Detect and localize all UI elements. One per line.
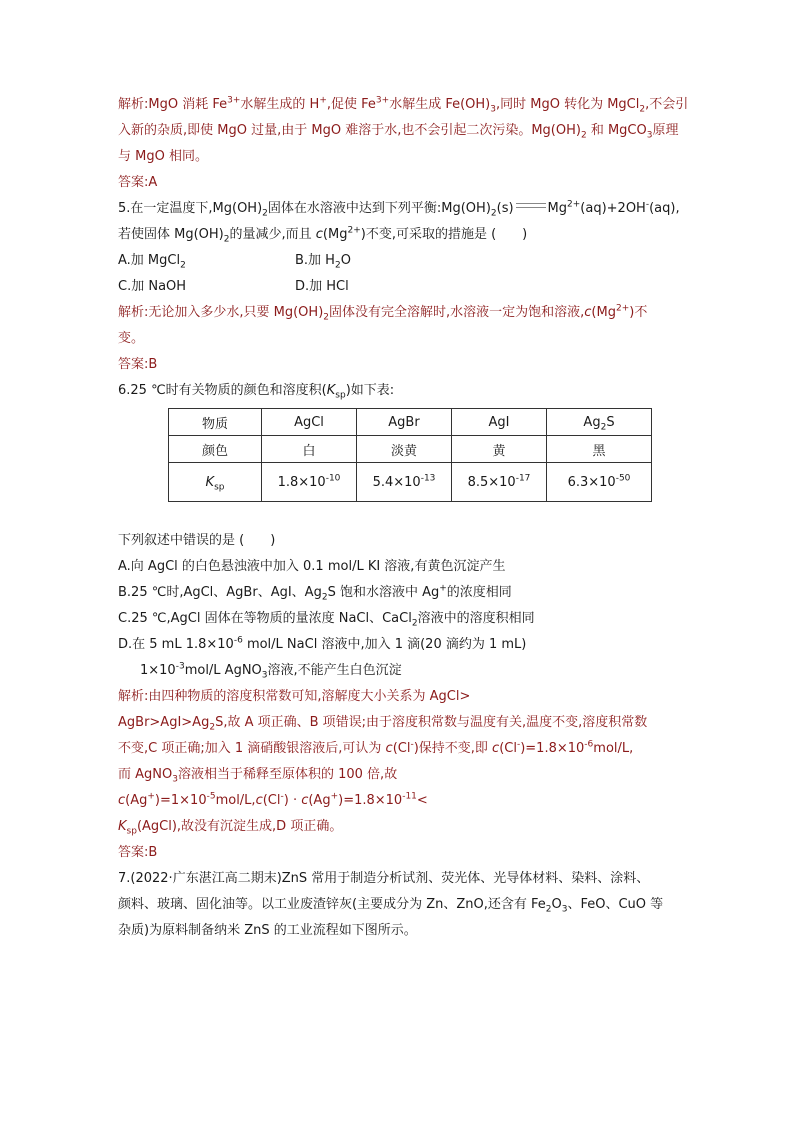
q5-option-b[interactable]: B.加 $H_2O$	[295, 253, 351, 271]
table-cell: 白	[262, 436, 357, 463]
q5-option-d[interactable]: D.加 HCl	[295, 279, 349, 294]
table-row	[169, 436, 652, 463]
ksp-table	[168, 408, 652, 502]
q5-answer: 答案:B	[118, 357, 158, 372]
q7-stem-line-1: 7.(2022·广东湛江高二期末)ZnS 常用于制造分析试剂、荧光体、光导体材料、染料、涂料、	[118, 871, 650, 886]
q5-analysis-line-1: 解析:无论加入多少水,只要 $Mg(OH)_2$固体没有完全溶解时,水溶液一定为饱和溶液$,c(Mg^{2+})$不	[118, 303, 648, 323]
table-cell: AgCl	[262, 409, 357, 436]
table-cell: $5.4\times 10^{-13}$	[357, 463, 452, 502]
q6-analysis-line-1: 解析:由四种物质的溶度积常数可知,溶解度大小关系为 AgCl>	[118, 689, 471, 704]
q6-option-a[interactable]: A.向 AgCl 的白色悬浊液中加入 0.1 mol/L KI 溶液,有黄色沉淀产生	[118, 559, 506, 574]
q6-option-b[interactable]: B.25 ℃时,AgCl、AgBr、AgI、$Ag_2S$ 饱和水溶液中 Ag+的浓度相同	[118, 583, 512, 603]
q5-stem-line-2: 若使固体 $Mg(OH)_2$的量减少,而且 $c(Mg^{2+})$不变,可采取的措施是 ( )	[118, 225, 528, 245]
q6-question: 下列叙述中错误的是 ( )	[118, 533, 276, 548]
q6-analysis-line-3: 不变,C 项正确;加入 1 滴硝酸银溶液后,可认为 c(Cl-)保持不变,即 $c(Cl^-)=1.8\times 10^{-6}mol/L$,	[118, 739, 634, 756]
table-row	[169, 463, 652, 502]
table-cell: $8.5\times 10^{-17}$	[452, 463, 547, 502]
page-content	[118, 92, 689, 944]
table-cell: 黄	[452, 436, 547, 463]
table-cell: 颜色	[169, 436, 262, 463]
q5-options-cd	[118, 274, 678, 300]
table-cell: 黑	[547, 436, 652, 463]
table-cell: $1.8\times 10^{-10}$	[262, 463, 357, 502]
q6-stem: 6.25 ℃时有关物质的颜色和溶度积$(K_{sp})$如下表:	[118, 383, 395, 401]
q4-answer: 答案:A	[118, 175, 158, 190]
q5-analysis-line-2: 变。	[118, 331, 145, 346]
table-row	[169, 409, 652, 436]
table-cell: 物质	[169, 409, 262, 436]
q6-analysis-line-6: $K_{sp}(AgCl)$,故没有沉淀生成,D 项正确。	[118, 819, 343, 837]
q6-analysis-line-5: $c(Ag^+)=1\times 10^{-5}mol/L,c(Cl^-) \cdot c(Ag^+)=1.8\times 10^{-11}<$	[118, 791, 428, 808]
equilibrium-arrow-icon	[516, 203, 546, 209]
q5-option-c[interactable]: C.加 NaOH	[118, 279, 187, 294]
q5-option-a[interactable]: A.加 MgCl$_2$	[118, 253, 186, 271]
q6-option-d-cont: $1\times 10^{-3}mol/L$ AgNO$_3$溶液,不能产生白色沉淀	[140, 661, 402, 681]
q6-analysis-line-2: $AgBr>AgI>Ag_2S$,故 A 项正确、B 项错误;由于溶度积常数与温度有关,温度不变,溶度积常数	[118, 715, 648, 733]
q4-analysis-line-1: 解析:MgO 消耗 $Fe^{3+}$水解生成的 H+,促使 $Fe^{3+}$水解生成 $Fe(OH)_3$,同时 MgO 转化为 MgCl$_2$,不会引	[118, 95, 689, 115]
table-cell: $Ag_2S$	[547, 409, 652, 436]
q5-options-ab	[118, 248, 678, 274]
table-cell: $K_{sp}$	[169, 463, 262, 502]
q4-analysis-line-2: 入新的杂质,即使 MgO 过量,由于 MgO 难溶于水,也不会引起二次污染。$Mg(OH)_2$ 和 MgCO$_3$原理	[118, 123, 679, 141]
q6-analysis-line-4: 而 AgNO$_3$溶液相当于稀释至原体积的 100 倍,故	[118, 767, 398, 785]
table-cell: 淡黄	[357, 436, 452, 463]
table-cell: $6.3\times 10^{-50}$	[547, 463, 652, 502]
q7-stem-line-3: 杂质)为原料制备纳米 ZnS 的工业流程如下图所示。	[118, 923, 417, 938]
table-cell: AgI	[452, 409, 547, 436]
q6-answer: 答案:B	[118, 845, 158, 860]
q7-stem-line-2: 颜料、玻璃、固化油等。以工业废渣锌灰(主要成分为 Zn、ZnO,还含有 $Fe_2O_3$、FeO、CuO 等	[118, 897, 664, 915]
q4-analysis-line-3: 与 MgO 相同。	[118, 149, 208, 164]
q6-option-d[interactable]: D.在 5 mL $1.8\times 10^{-6}$ mol/L NaCl 溶液中,加入 1 滴(20 滴约为 1 mL)	[118, 635, 527, 652]
q6-option-c[interactable]: C.25 ℃,AgCl 固体在等物质的量浓度 NaCl、CaCl$_2$溶液中的溶度积相同	[118, 611, 535, 629]
q5-stem-line-1: 5.在一定温度下$,Mg(OH)_2$固体在水溶液中达到下列平衡$:Mg(OH)_2(s)$ $Mg^{2+}(aq)+2OH^-(aq)$,	[118, 199, 680, 219]
table-cell: AgBr	[357, 409, 452, 436]
